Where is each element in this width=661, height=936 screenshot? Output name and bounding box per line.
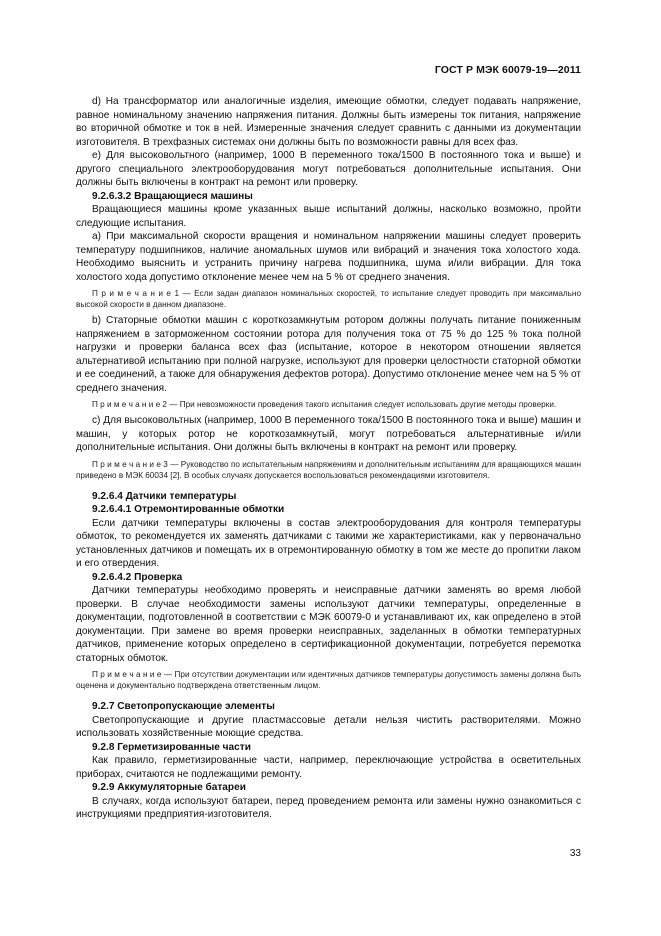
note-text: П р и м е ч а н и е 2 — При невозможности проведения такого испытания следует использовать другие методы проверки.: [92, 400, 557, 409]
paragraph: Если датчики температуры включены в состав электрооборудования для контроля температуры обмоток, то рекомендуется их заменять датчиками с такими же характеристиками, как у первоначально установленных датчиков и помещать их в отремонтированную обмотку в том же месте до пропитки лаком и его отвердения.: [76, 517, 581, 569]
paragraph: Как правило, герметизированные части, например, переключающие устройства в осветительных приборах, считаются не подлежащими ремонту.: [76, 755, 581, 780]
note-text: П р и м е ч а н и е — При отсутствии документации или идентичных датчиков температуры допустимость замены должна быть оценена и документально подтверждена ответственным лицом.: [76, 670, 581, 690]
page-number: 33: [569, 848, 581, 859]
paragraph: Датчики температуры необходимо проверять и неисправные датчики заменять во время любой проверки. В случае необходимости замены используют датчики температуры, определенные в документации, подготовленной в соответствии с МЭК 60079-0 и устанавливают их, как определено в этой документации. При замене во время проверки неисправных, заделанных в обмотки температурных датчиков, применение которых определено в сертификационной документации, потребуется перемотка статорных обмоток.: [76, 585, 581, 664]
section-heading: 9.2.6.3.2 Вращающиеся машины: [92, 190, 253, 202]
paragraph: Вращающиеся машины кроме указанных выше испытаний должны, насколько возможно, пройти следующие испытания.: [76, 204, 581, 229]
paragraph: В случаях, когда используют батареи, перед проведением ремонта или замены нужно ознакомиться с инструкциями предприятия-изготовителя.: [76, 795, 581, 820]
section-heading: 9.2.6.4.2 Проверка: [92, 571, 183, 583]
paragraph: b) Статорные обмотки машин с короткозамкнутым ротором должны получать питание пониженным напряжением в заторможенном состоянии ротора для получения тока от 75 % до 125 % тока полной нагрузки и проверки баланса всех фаз (испытание, которое в некотором отношении является альтернативой испытанию при полной нагрузке, используют для проверки целостности статорной обмотки и ее соединений, а также для обнаружения дефектов ротора). Допустимо отклонение менее чем на 5 % от среднего значения.: [76, 315, 581, 394]
section-heading: 9.2.7 Светопропускающие элементы: [92, 701, 275, 712]
document-body: [76, 95, 581, 822]
paragraph: a) При максимальной скорости вращения и номинальном напряжении машины следует проверить температуру подшипников, наличие аномальных шумов или вибраций и значения тока холостого хода. Необходимо выяснить и устранить причину нагрева подшипника, шума и/или вибрации. Для тока холостого хода допустимо отклонение менее чем на 5 % от среднего значения.: [76, 231, 581, 283]
paragraph: Светопропускающие и другие пластмассовые детали нельзя чистить растворителями. Можно использовать хозяйственные моющие средства.: [76, 714, 581, 739]
section-heading: 9.2.8 Герметизированные части: [92, 741, 251, 753]
section-heading: 9.2.9 Аккумуляторные батареи: [92, 782, 246, 793]
paragraph: e) Для высоковольтного (например, 1000 В переменного тока/1500 В постоянного тока и выше) и другого специального электрооборудования могут потребоваться дополнительные испытания. Они должны быть включены в контракт на ремонт или проверку.: [76, 150, 581, 188]
note-text: П р и м е ч а н и е 3 — Руководство по испытательным напряжениям и дополнительным испытаниям для вращающихся машин приведено в МЭК 60034 [2]. В особых случаях допускается воспользоваться рекомендациями изготовителя.: [76, 459, 581, 480]
standard-header: ГОСТ Р МЭК 60079-19—2011: [434, 64, 581, 76]
paragraph: c) Для высоковольтных (например, 1000 В переменного тока/1500 В постоянного тока и выше) машин и машин, у которых ротор не короткозамкнутый, могут потребоваться альтернативные и/или дополнительные испытания. Они должны быть включены в контракт на ремонт или проверку.: [76, 415, 581, 453]
section-heading: 9.2.6.4 Датчики температуры: [92, 490, 237, 502]
note-text: П р и м е ч а н и е 1 — Если задан диапазон номинальных скоростей, то испытание следует проводить при максимально высокой скорости в данном диапазоне.: [76, 289, 581, 309]
paragraph: d) На трансформатор или аналогичные изделия, имеющие обмотки, следует подавать напряжение, равное номинальному значению напряжения питания. Должны быть измерены ток питания, напряжение во вторичной обмотке и ток в ней. Измеренные значения следует сравнить с данными из документации изготовителя. В трехфазных системах они должны быть по возможности равны для всех фаз.: [76, 96, 581, 148]
section-heading: 9.2.6.4.1 Отремонтированные обмотки: [92, 504, 285, 515]
